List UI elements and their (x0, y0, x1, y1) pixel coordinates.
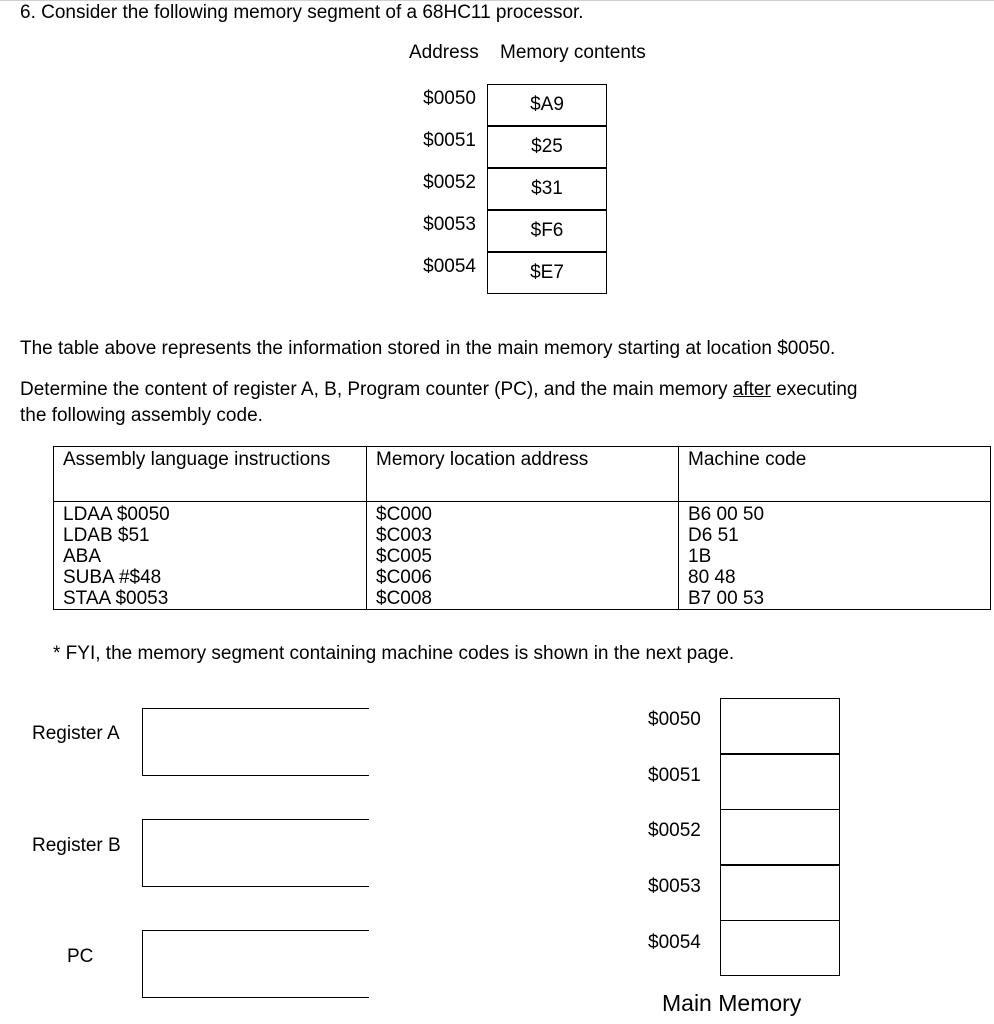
paragraph-instructions-part: executing (770, 379, 858, 400)
memory-address: $0050 (423, 88, 476, 109)
memory-content-cell: $F6 (487, 210, 607, 252)
pc-answer-box[interactable] (142, 930, 369, 998)
footnote: * FYI, the memory segment containing machine codes is shown in the next page. (53, 643, 735, 664)
emphasis-after: after (732, 379, 771, 400)
register-a-label: Register A (32, 723, 120, 744)
instruction-cell: LDAA $0050 (54, 502, 367, 526)
machine-code-cell: D6 51 (679, 525, 991, 546)
memory-content-cell: $E7 (487, 252, 607, 294)
main-memory-address: $0050 (648, 709, 701, 730)
machine-code-cell: 1B (679, 546, 991, 567)
instruction-cell: ABA (54, 546, 367, 567)
paragraph-instructions-part: Determine the content of register A, B, Program counter (PC), and the main memory (20, 379, 733, 400)
machine-code-cell: B7 00 53 (679, 588, 991, 610)
table-row (54, 567, 991, 588)
address-cell: $C000 (367, 502, 679, 526)
main-memory-answer-cell[interactable] (720, 809, 840, 865)
main-memory-address: $0053 (648, 876, 701, 897)
table-row (54, 588, 991, 610)
instruction-cell: LDAB $51 (54, 525, 367, 546)
main-memory-caption: Main Memory (662, 990, 802, 1016)
memory-address: $0054 (423, 256, 476, 277)
instruction-header: Assembly language instructions (54, 447, 367, 502)
address-cell: $C008 (367, 588, 679, 610)
table-row (54, 525, 991, 546)
table-row (54, 502, 991, 526)
memory-address: $0051 (423, 130, 476, 151)
machine-code-cell: B6 00 50 (679, 502, 991, 526)
main-memory-answer-cell[interactable] (720, 754, 840, 810)
paragraph-description: The table above represents the information stored in the main memory starting at location $0050. (20, 338, 836, 359)
address-header: Address (409, 42, 479, 63)
paragraph-instructions (20, 379, 857, 401)
memory-content-cell: $A9 (487, 84, 607, 126)
address-cell: $C003 (367, 525, 679, 546)
page-top-rule (0, 0, 994, 1)
instruction-cell: SUBA #$48 (54, 567, 367, 588)
memory-contents-header: Memory contents (500, 42, 646, 63)
instruction-cell: STAA $0053 (54, 588, 367, 610)
pc-label: PC (67, 946, 94, 967)
register-a-answer-box[interactable] (142, 708, 369, 776)
address-column-header: Memory location address (367, 447, 679, 502)
main-memory-address: $0051 (648, 765, 701, 786)
main-memory-address: $0052 (648, 820, 701, 841)
main-memory-answer-cell[interactable] (720, 920, 840, 976)
register-b-answer-box[interactable] (142, 819, 369, 887)
machine-code-cell: 80 48 (679, 567, 991, 588)
memory-address: $0052 (423, 172, 476, 193)
memory-content-cell: $25 (487, 126, 607, 168)
question-title: 6. Consider the following memory segment of a 68HC11 processor. (20, 2, 584, 23)
main-memory-address: $0054 (648, 932, 701, 953)
main-memory-answer-cell[interactable] (720, 865, 840, 921)
instruction-table (53, 446, 991, 610)
main-memory-answer-cell[interactable] (720, 698, 840, 754)
table-row (54, 546, 991, 567)
address-cell: $C005 (367, 546, 679, 567)
machine-code-header: Machine code (679, 447, 991, 502)
memory-address: $0053 (423, 214, 476, 235)
memory-content-cell: $31 (487, 168, 607, 210)
register-b-label: Register B (32, 835, 121, 856)
address-cell: $C006 (367, 567, 679, 588)
paragraph-instructions-line2: the following assembly code. (20, 405, 263, 426)
